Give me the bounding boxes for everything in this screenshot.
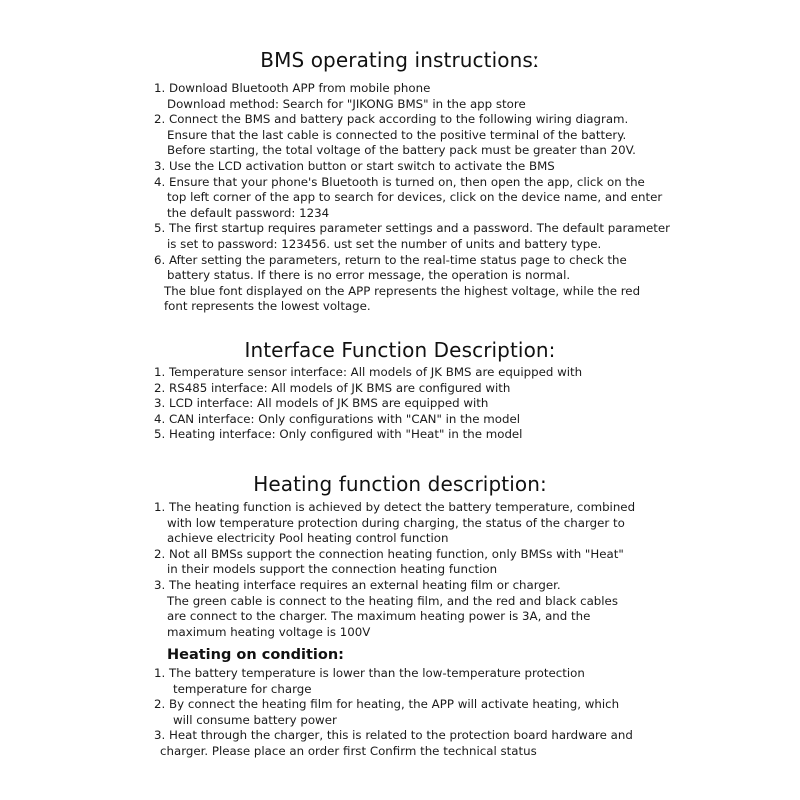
heating-item-3: 3. The heating interface requires an external heating film or charger. (154, 577, 561, 592)
interface-item-1: 1. Temperature sensor interface: All models of JK BMS are equipped with (154, 365, 583, 379)
heating-on-condition-title: Heating on condition: (167, 647, 344, 663)
operating-step-1: 1. Download Bluetooth APP from mobile phone (154, 81, 431, 95)
operating-step-6-detail-a: battery status. If there is no error message, the operation is normal. (167, 268, 571, 283)
interface-item-3: 3. LCD interface: All models of JK BMS are equipped with (154, 396, 489, 411)
interface-function-list (154, 365, 582, 443)
heating-function-title: Heating function description: (253, 472, 547, 496)
heating-on-item-1: 1. The battery temperature is lower than the low-temperature protection (154, 666, 585, 680)
operating-instructions-list (154, 81, 670, 315)
operating-step-5: 5. The first startup requires parameter settings and a password. The default parameter (154, 221, 671, 236)
operating-step-2-detail-a: Ensure that the last cable is connected to the positive terminal of the battery. (167, 127, 627, 142)
heating-item-1: 1. The heating function is achieved by detect the battery temperature, combined (154, 500, 636, 514)
interface-item-2: 2. RS485 interface: All models of JK BMS are configured with (154, 380, 511, 395)
operating-instructions-title: BMS operating instructionsː (260, 48, 540, 72)
operating-step-1-detail: Download method: Search for "JIKONG BMS" in the app store (167, 96, 526, 111)
operating-step-6: 6. After setting the parameters, return to the real-time status page to check the (154, 252, 627, 267)
operating-step-4: 4. Ensure that your phone's Bluetooth is turned on, then open the app, click on the (154, 174, 645, 189)
heating-item-3-detail-c: maximum heating voltage is 100V (167, 624, 371, 639)
heating-on-item-3: 3. Heat through the charger, this is related to the protection board hardware and (154, 728, 633, 743)
heating-on-item-1-detail: temperature for charge (173, 681, 312, 696)
operating-step-4-detail-a: top left corner of the app to search for devices, click on the device name, and enter (167, 190, 663, 205)
heating-item-2-detail: in their models support the connection heating function (167, 562, 498, 577)
interface-item-4: 4. CAN interface: Only configurations with "CAN" in the model (154, 411, 521, 426)
operating-step-6-detail-c: font represents the lowest voltage. (164, 299, 371, 314)
operating-step-6-detail-b: The blue font displayed on the APP represents the highest voltage, while the red (164, 283, 641, 298)
heating-on-condition-list (154, 666, 633, 760)
heating-item-3-detail-b: are connect to the charger. The maximum heating power is 3A, and the (167, 609, 591, 624)
operating-step-4-detail-b: the default password: 1234 (167, 205, 330, 220)
heating-on-item-2: 2. By connect the heating film for heating, the APP will activate heating, which (154, 697, 620, 712)
operating-step-2: 2. Connect the BMS and battery pack according to the following wiring diagram. (154, 112, 629, 127)
heating-function-list (154, 500, 635, 640)
operating-step-2-detail-b: Before starting, the total voltage of the battery pack must be greater than 20V. (167, 143, 636, 158)
heating-item-1-detail-b: achieve electricity Pool heating control function (167, 531, 449, 546)
heating-on-item-2-detail: will consume battery power (173, 712, 337, 727)
heating-item-2: 2. Not all BMSs support the connection heating function, only BMSs with "Heat" (154, 546, 624, 561)
interface-item-5: 5. Heating interface: Only configured with "Heat" in the model (154, 427, 523, 442)
operating-step-3: 3. Use the LCD activation button or start switch to activate the BMS (154, 158, 555, 173)
heating-item-1-detail-a: with low temperature protection during charging, the status of the charger to (167, 515, 625, 530)
heating-on-item-3-detail: charger. Please place an order first Confirm the technical status (160, 743, 537, 758)
operating-step-5-detail: is set to password: 123456. ust set the number of units and battery type. (167, 236, 602, 251)
heating-item-3-detail-a: The green cable is connect to the heating film, and the red and black cables (167, 593, 618, 608)
interface-function-title: Interface Function Description: (244, 338, 556, 362)
